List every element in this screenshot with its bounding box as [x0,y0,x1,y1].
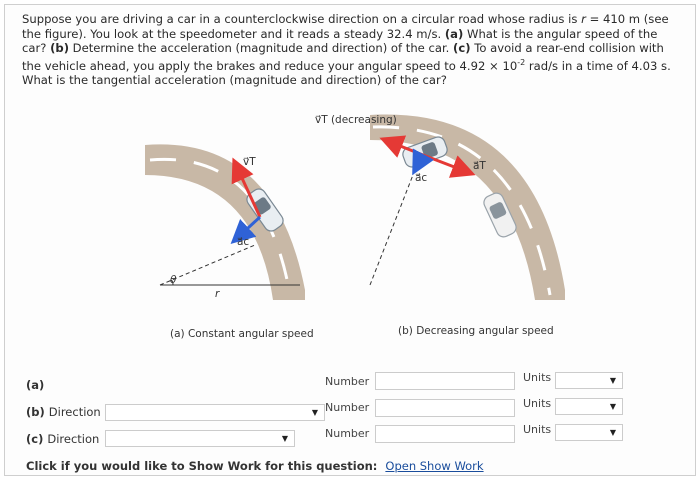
row-b-units-label: Units [523,397,552,410]
right-radius-dashed [370,157,420,285]
left-caption: (a) Constant angular speed [170,328,314,340]
row-a-label: (a) [26,378,45,392]
row-a-units-select[interactable] [555,372,623,389]
row-b-number-label: Number [325,401,370,414]
vt-decreasing-label: v⃗T (decreasing) [315,114,397,126]
left-panel [145,144,314,340]
r-label: r [215,288,220,300]
row-c-number-label: Number [325,427,370,440]
chevron-down-icon: ▼ [609,402,616,411]
part-c-marker: (c) [453,41,471,55]
question-text-3: What is the angular speed of the car? [22,26,658,55]
right-ac-label: a⃗c [415,172,428,184]
part-a-marker: (a) [444,26,464,41]
row-c-part: (c) [26,432,44,446]
left-vt-label: v⃗T [243,156,256,168]
right-at-label: a⃗T [473,160,486,172]
chevron-down-icon: ▼ [311,408,318,417]
question-text-4: Determine the acceleration (magnitude and direction) of the car. [69,41,454,55]
chevron-down-icon: ▼ [609,428,616,437]
problem-statement [22,12,682,87]
question-text-5: To avoid a rear-end collision with the vehicle ahead, you apply the brakes and reduce your angular speed to 4.92 × 10 [22,41,664,73]
row-a-number-label: Number [325,375,370,388]
row-c-number-input[interactable] [375,425,515,443]
row-a-number-input[interactable] [375,372,515,390]
circular-motion-figure [115,95,595,345]
row-c-sublabel: Direction [47,432,100,446]
row-b-direction-select[interactable] [105,404,325,421]
right-road [370,114,565,300]
row-b-units-select[interactable] [555,398,623,415]
question-text-2: = 410 m (see the figure). You look at the speedometer and it reads a steady 32.4 m/s. [22,12,669,41]
row-a-units-label: Units [523,371,552,384]
row-b-number-input[interactable] [375,399,515,417]
theta-label: θ [170,274,177,286]
r-symbol: r [581,12,586,26]
right-caption: (b) Decreasing angular speed [398,325,554,337]
question-text-1: Suppose you are driving a car in a counterclockwise direction on a circular road whose radius is [22,12,582,26]
show-work-text: Click if you would like to Show Work for this question: [26,459,378,473]
row-c-units-label: Units [523,423,552,436]
row-c-label [26,432,99,446]
open-show-work-link[interactable]: Open Show Work [385,459,484,473]
row-b-part: (b) [26,405,45,419]
right-panel [315,114,565,337]
row-b-sublabel: Direction [48,405,101,419]
left-ac-label: a⃗c [237,236,250,248]
row-c-units-select[interactable] [555,424,623,441]
row-b-label [26,405,101,419]
chevron-down-icon: ▼ [609,376,616,385]
row-c-direction-select[interactable] [105,430,295,447]
exponent: -2 [517,57,526,67]
part-b-marker: (b) [50,41,69,55]
chevron-down-icon: ▼ [281,434,288,443]
question-text-6: rad/s in a time of 4.03 s. What is the tangential acceleration (magnitude and direction) of the car? [22,58,671,87]
show-work-prompt [26,459,484,473]
